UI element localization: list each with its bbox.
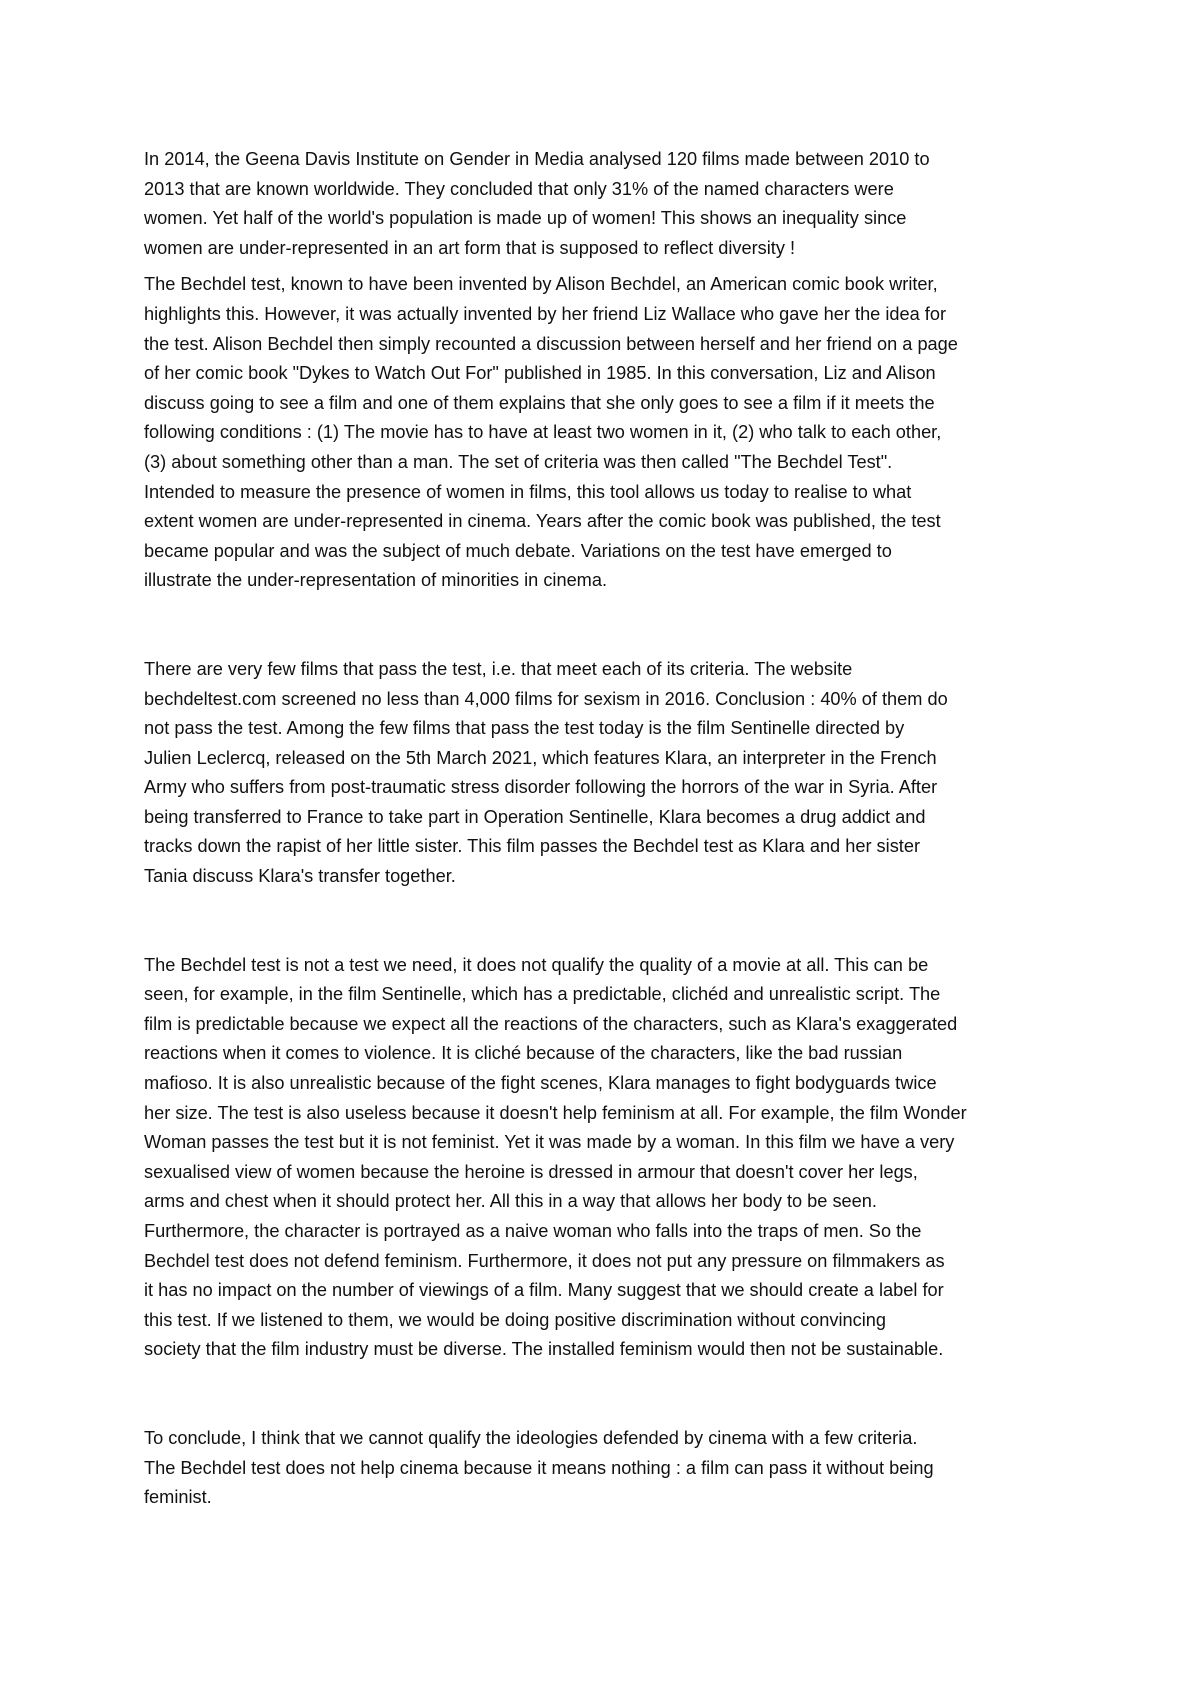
paragraph-critique: The Bechdel test is not a test we need, it does not qualify the quality of a movie at all. This can be seen, for example, in the film Sentinelle, which has a predictable, clichéd and unrealistic script. The film is predictable because we expect all the reactions of the characters, such as Klara's exaggerated reactions when it comes to violence. It is cliché because of the characters, like the bad russian mafioso. It is also unrealistic because of the fight scenes, Klara manages to fight bodyguards twice her size. The test is also useless because it doesn't help feminism at all. For example, the film Wonder Woman passes the test but it is not feminist. Yet it was made by a woman. In this film we have a very sexualised view of women because the heroine is dressed in armour that doesn't cover her legs, arms and chest when it should protect her. All this in a way that allows her body to be seen. Furthermore, the character is portrayed as a naive woman who falls into the traps of men. So the Bechdel test does not defend feminism. Furthermore, it does not put any pressure on filmmakers as it has no impact on the number of viewings of a film. Many suggest that we should create a label for this test. If we listened to them, we would be doing positive discrimination without convincing society that the film industry must be diverse. The installed feminism would then not be sustainable. [144,954,967,1360]
paragraph-bechdel-origin: The Bechdel test, known to have been invented by Alison Bechdel, an American comic book writer, highlights this. However, it was actually invented by her friend Liz Wallace who gave her the idea for the test. Alison Bechdel then simply recounted a discussion between herself and her friend on a page of her comic book "Dykes to Watch Out For" published in 1985. In this conversation, Liz and Alison discuss going to see a film and one of them explains that she only goes to see a film if it meets the following conditions : (1) The movie has to have at least two women in it, (2) who talk to each other, (3) about something other than a man. The set of criteria was then called "The Bechdel Test". Intended to measure the presence of women in films, this tool allows us today to realise to what extent women are under-represented in cinema. Years after the comic book was published, the test became popular and was the subject of much debate. Variations on the test have emerged to illustrate the under-representation of minorities in cinema. [144,274,958,591]
paragraph-sentinelle: There are very few films that pass the test, i.e. that meet each of its criteria. The website bechdeltest.com screened no less than 4,000 films for sexism in 2016. Conclusion : 40% of them do not pass the test. Among the few films that pass the test today is the film Sentinelle directed by Julien Leclercq, released on the 5th March 2021, which features Klara, an interpreter in the French Army who suffers from post-traumatic stress disorder following the horrors of the war in Syria. After being transferred to France to take part in Operation Sentinelle, Klara becomes a drug addict and tracks down the rapist of her little sister. This film passes the Bechdel test as Klara and her sister Tania discuss Klara's transfer together. [144,658,948,887]
paragraph-intro: In 2014, the Geena Davis Institute on Gender in Media analysed 120 films made between 2010 to 2013 that are known worldwide. They concluded that only 31% of the named characters were women. Yet half of the world's population is made up of women! This shows an inequality since women are under-represented in an art form that is supposed to reflect diversity ! [144,149,930,258]
document-body [144,145,1066,1513]
paragraph-conclusion: To conclude, I think that we cannot qualify the ideologies defended by cinema with a few criteria. The Bechdel test does not help cinema because it means nothing : a film can pass it without being feminist. [144,1427,934,1508]
